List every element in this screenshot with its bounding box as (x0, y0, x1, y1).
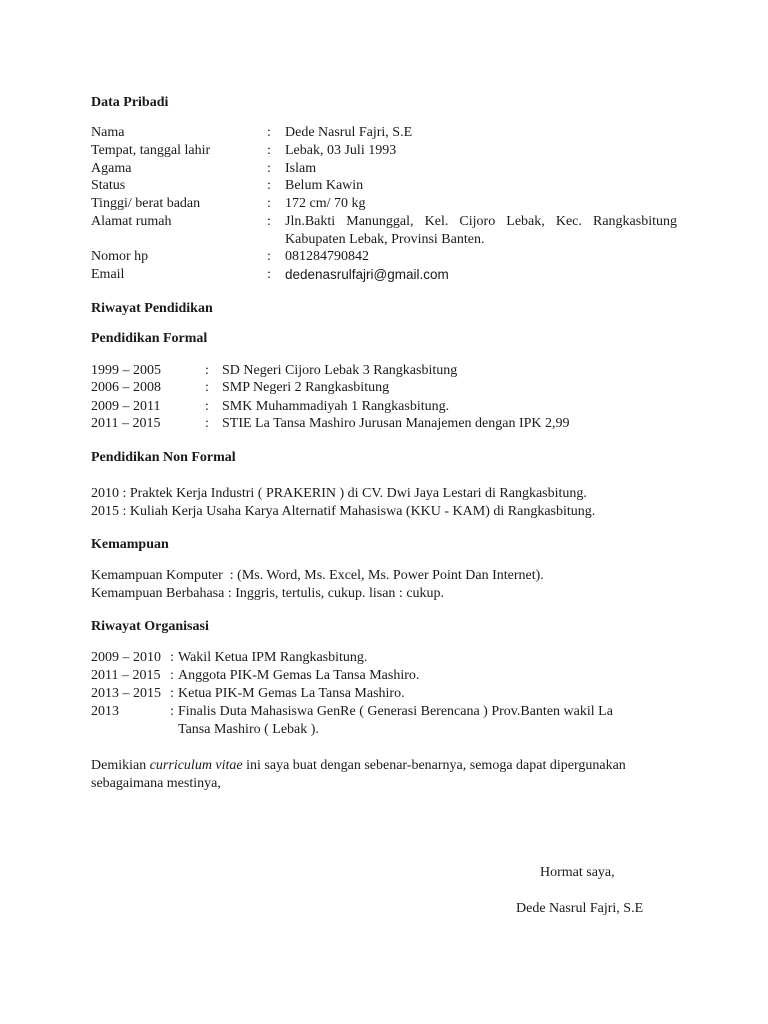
colon: : (170, 668, 174, 683)
colon: : (205, 416, 209, 431)
value-status: Belum Kawin (285, 178, 364, 193)
closing-suffix: ini saya buat dengan sebenar-benarnya, semoga dapat dipergunakan sebagaimana mestinya, (91, 758, 626, 791)
colon: : (267, 249, 271, 264)
label-nama: Nama (91, 125, 125, 140)
heading-pendidikan-non-formal: Pendidikan Non Formal (91, 450, 236, 465)
colon: : (267, 161, 271, 176)
closing-emphasis: curriculum vitae (149, 758, 243, 773)
organization-role-continued: Tansa Mashiro ( Lebak ). (178, 722, 319, 737)
label-status: Status (91, 178, 126, 193)
colon: : (267, 125, 271, 140)
education-school: STIE La Tansa Mashiro Jurusan Manajemen dengan IPK 2,99 (222, 416, 570, 431)
organization-years: 2011 – 2015 (91, 668, 161, 683)
heading-riwayat-pendidikan: Riwayat Pendidikan (91, 301, 213, 316)
education-school: SMP Negeri 2 Rangkasbitung (222, 380, 390, 395)
colon: : (267, 214, 271, 229)
heading-riwayat-organisasi: Riwayat Organisasi (91, 619, 209, 634)
heading-kemampuan: Kemampuan (91, 537, 169, 552)
value-agama: Islam (285, 161, 317, 176)
value-tempat-tanggal-lahir: Lebak, 03 Juli 1993 (285, 143, 397, 158)
colon: : (170, 686, 174, 701)
signature-name: Dede Nasrul Fajri, S.E (516, 901, 644, 916)
colon: : (205, 399, 209, 414)
education-years: 2006 – 2008 (91, 380, 161, 395)
education-years: 2009 – 2011 (91, 399, 161, 414)
heading-data-pribadi: Data Pribadi (91, 95, 169, 110)
closing-paragraph (91, 757, 678, 793)
value-tinggi-berat: 172 cm/ 70 kg (285, 196, 366, 211)
colon: : (205, 363, 209, 378)
organization-role: Ketua PIK-M Gemas La Tansa Mashiro. (178, 686, 405, 701)
label-nomor-hp: Nomor hp (91, 249, 149, 264)
label-tempat-tanggal-lahir: Tempat, tanggal lahir (91, 143, 211, 158)
value-alamat-line2: Kabupaten Lebak, Provinsi Banten. (285, 232, 485, 247)
label-tinggi-berat: Tinggi/ berat badan (91, 196, 201, 211)
colon: : (170, 704, 174, 719)
label-email: Email (91, 267, 125, 282)
closing-prefix: Demikian (91, 758, 150, 773)
colon: : (205, 380, 209, 395)
label-agama: Agama (91, 161, 132, 176)
education-school: SD Negeri Cijoro Lebak 3 Rangkasbitung (222, 363, 458, 378)
skill-computer: Kemampuan Komputer : (Ms. Word, Ms. Excel, Ms. Power Point Dan Internet). (91, 568, 544, 583)
organization-years: 2013 (91, 704, 119, 719)
signature-greeting: Hormat saya, (540, 865, 615, 880)
organization-role: Anggota PIK-M Gemas La Tansa Mashiro. (178, 668, 420, 683)
value-email: dedenasrulfajri@gmail.com (285, 267, 449, 282)
label-alamat: Alamat rumah (91, 214, 172, 229)
heading-pendidikan-formal: Pendidikan Formal (91, 331, 208, 346)
value-nomor-hp: 081284790842 (285, 249, 369, 264)
value-alamat-line1: Jln.Bakti Manunggal, Kel. Cijoro Lebak, Kec. Rangkasbitung (285, 214, 677, 229)
education-years: 2011 – 2015 (91, 416, 161, 431)
organization-years: 2009 – 2010 (91, 650, 161, 665)
skill-language: Kemampuan Berbahasa : Inggris, tertulis, cukup. lisan : cukup. (91, 586, 445, 601)
organization-years: 2013 – 2015 (91, 686, 161, 701)
organization-role: Finalis Duta Mahasiswa GenRe ( Generasi Berencana ) Prov.Banten wakil La (178, 704, 613, 719)
organization-role: Wakil Ketua IPM Rangkasbitung. (178, 650, 368, 665)
value-nama: Dede Nasrul Fajri, S.E (285, 125, 413, 140)
education-years: 1999 – 2005 (91, 363, 161, 378)
colon: : (267, 196, 271, 211)
education-school: SMK Muhammadiyah 1 Rangkasbitung. (222, 399, 450, 414)
nonformal-education-item: 2015 : Kuliah Kerja Usaha Karya Alternatif Mahasiswa (KKU - KAM) di Rangkasbitung. (91, 504, 596, 519)
colon: : (267, 267, 271, 282)
nonformal-education-item: 2010 : Praktek Kerja Industri ( PRAKERIN ) di CV. Dwi Jaya Lestari di Rangkasbitung. (91, 486, 587, 501)
colon: : (170, 650, 174, 665)
colon: : (267, 178, 271, 193)
colon: : (267, 143, 271, 158)
